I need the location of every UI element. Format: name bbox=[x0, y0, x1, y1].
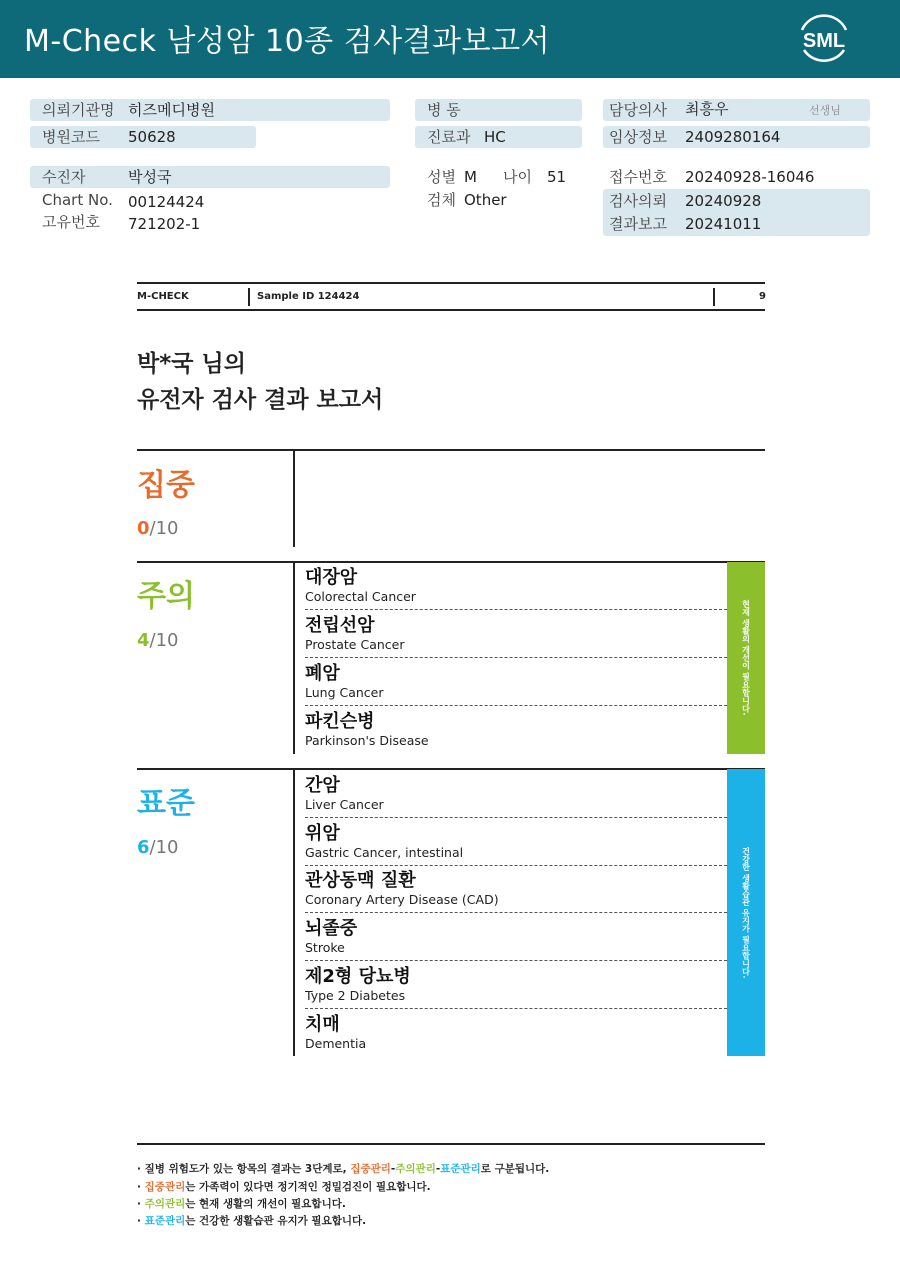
hospital-label: 의뢰기관명 bbox=[42, 101, 115, 119]
specimen-label: 검체 bbox=[427, 191, 456, 209]
page-number: 9 bbox=[759, 291, 766, 302]
item-korean: 파킨슨병 bbox=[305, 711, 375, 732]
note-caution-term: 주의관리 bbox=[144, 1198, 186, 1210]
divider bbox=[137, 282, 765, 284]
note-caution-term: 주의관리 bbox=[395, 1163, 436, 1175]
section-divider bbox=[137, 768, 765, 770]
item-korean: 대장암 bbox=[305, 567, 358, 588]
note-text: 는 건강한 생활습관 유지가 필요합니다. bbox=[185, 1215, 367, 1227]
dashed-divider bbox=[305, 609, 727, 610]
note-1 bbox=[137, 1161, 549, 1176]
item-english: Type 2 Diabetes bbox=[305, 988, 406, 1003]
note-focus-term: 집중관리 bbox=[144, 1181, 186, 1193]
item-korean: 제2형 당뇨병 bbox=[305, 966, 411, 987]
section-divider bbox=[293, 451, 295, 547]
standard-side-text: 건강한 생활습관 유지가 필요합니다. bbox=[741, 846, 751, 979]
item-korean: 위암 bbox=[305, 823, 340, 844]
list-item bbox=[305, 823, 727, 861]
item-english: Liver Cancer bbox=[305, 797, 384, 812]
patient-value: 박성국 bbox=[128, 168, 172, 186]
greeting-line2: 유전자 검사 결과 보고서 bbox=[137, 387, 384, 413]
greeting-line1: 박*국 님의 bbox=[137, 351, 246, 377]
dashed-divider bbox=[305, 960, 727, 961]
divider bbox=[137, 309, 765, 311]
standard-side-band bbox=[727, 769, 765, 1056]
item-korean: 뇌졸중 bbox=[305, 918, 358, 939]
standard-title: 표준 bbox=[137, 786, 195, 821]
list-item bbox=[305, 918, 727, 956]
id-label: 고유번호 bbox=[42, 213, 100, 231]
caution-count-total: /10 bbox=[149, 630, 179, 651]
hospital-value: 히즈메디병원 bbox=[128, 101, 215, 119]
note-separator: - bbox=[390, 1163, 396, 1175]
sex-label: 성별 bbox=[427, 168, 456, 186]
dashed-divider bbox=[305, 817, 727, 818]
section-divider bbox=[293, 770, 295, 1056]
ward-label: 병 동 bbox=[427, 101, 461, 119]
footer-divider bbox=[137, 1143, 765, 1145]
item-korean: 폐암 bbox=[305, 663, 340, 684]
bullet: · bbox=[137, 1181, 141, 1193]
doctor-suffix: 선생님 bbox=[809, 104, 841, 117]
item-english: Coronary Artery Disease (CAD) bbox=[305, 892, 499, 907]
standard-count-total: /10 bbox=[149, 837, 179, 858]
chart-value: 00124424 bbox=[128, 193, 205, 211]
item-korean: 간암 bbox=[305, 775, 340, 796]
item-english: Prostate Cancer bbox=[305, 637, 405, 652]
divider bbox=[713, 288, 715, 306]
note-text: 로 구분됩니다. bbox=[480, 1163, 550, 1175]
bullet: · bbox=[137, 1215, 141, 1227]
report-date-label: 결과보고 bbox=[609, 215, 667, 233]
doctor-value: 최흥우 bbox=[685, 100, 729, 118]
hospital-code-value: 50628 bbox=[128, 128, 176, 146]
request-label: 검사의뢰 bbox=[609, 192, 667, 210]
patient-info bbox=[0, 0, 900, 250]
bullet: · bbox=[137, 1163, 141, 1175]
item-korean: 치매 bbox=[305, 1014, 340, 1035]
caution-side-text: 현재 생활의 개선이 필요합니다. bbox=[741, 600, 751, 716]
focus-count-number: 0 bbox=[137, 518, 150, 539]
receipt-value: 20240928-16046 bbox=[685, 168, 815, 186]
caution-side-band bbox=[727, 562, 765, 754]
dept-value: HC bbox=[484, 128, 506, 146]
sample-id: Sample ID 124424 bbox=[257, 291, 360, 302]
item-english: Lung Cancer bbox=[305, 685, 384, 700]
note-4 bbox=[137, 1213, 366, 1228]
specimen-value: Other bbox=[464, 191, 507, 209]
focus-title: 집중 bbox=[137, 468, 195, 503]
bullet: · bbox=[137, 1198, 141, 1210]
dashed-divider bbox=[305, 705, 727, 706]
patient-label: 수진자 bbox=[42, 168, 86, 186]
list-item bbox=[305, 663, 727, 701]
item-english: Parkinson's Disease bbox=[305, 733, 429, 748]
item-korean: 관상동맥 질환 bbox=[305, 870, 416, 891]
item-korean: 전립선암 bbox=[305, 615, 375, 636]
item-english: Stroke bbox=[305, 940, 345, 955]
dashed-divider bbox=[305, 912, 727, 913]
note-2 bbox=[137, 1179, 431, 1194]
focus-count-total: /10 bbox=[149, 518, 179, 539]
item-english: Dementia bbox=[305, 1036, 367, 1051]
dept-label: 진료과 bbox=[427, 128, 471, 146]
brand-text: M-CHECK bbox=[137, 291, 189, 302]
note-text: 는 현재 생활의 개선이 필요합니다. bbox=[185, 1198, 346, 1210]
divider bbox=[248, 288, 250, 306]
caution-count-number: 4 bbox=[137, 630, 150, 651]
logo-text: SML bbox=[802, 30, 846, 52]
dashed-divider bbox=[305, 865, 727, 866]
section-divider bbox=[137, 449, 765, 451]
list-item bbox=[305, 615, 727, 653]
focus-count bbox=[137, 518, 179, 539]
standard-count bbox=[137, 837, 179, 858]
chart-label: Chart No. bbox=[42, 191, 113, 209]
receipt-label: 접수번호 bbox=[609, 168, 667, 186]
caution-title: 주의 bbox=[137, 579, 195, 614]
note-focus-term: 집중관리 bbox=[350, 1163, 391, 1175]
section-divider bbox=[293, 563, 295, 754]
note-standard-term: 표준관리 bbox=[144, 1215, 186, 1227]
section-divider bbox=[137, 561, 765, 563]
request-value: 20240928 bbox=[685, 192, 762, 210]
hospital-code-label: 병원코드 bbox=[42, 128, 100, 146]
standard-count-number: 6 bbox=[137, 837, 150, 858]
item-english: Gastric Cancer, intestinal bbox=[305, 845, 464, 860]
list-item bbox=[305, 775, 727, 813]
clinical-label: 임상정보 bbox=[609, 128, 667, 146]
dashed-divider bbox=[305, 657, 727, 658]
report-date-value: 20241011 bbox=[685, 215, 762, 233]
caution-count bbox=[137, 630, 179, 651]
list-item bbox=[305, 870, 727, 908]
note-standard-term: 표준관리 bbox=[440, 1163, 481, 1175]
list-item bbox=[305, 567, 727, 605]
age-label: 나이 bbox=[503, 168, 532, 186]
doctor-label: 담당의사 bbox=[609, 101, 667, 119]
dashed-divider bbox=[305, 1008, 727, 1009]
note-separator: - bbox=[435, 1163, 441, 1175]
age-value: 51 bbox=[547, 168, 567, 186]
id-value: 721202-1 bbox=[128, 215, 201, 233]
list-item bbox=[305, 711, 727, 749]
list-item bbox=[305, 1014, 727, 1052]
note-text: 질병 위험도가 있는 항목의 결과는 3단계로, bbox=[144, 1163, 351, 1175]
clinical-value: 2409280164 bbox=[685, 128, 781, 146]
note-text: 는 가족력이 있다면 정기적인 정밀검진이 필요합니다. bbox=[185, 1181, 431, 1193]
sex-value: M bbox=[464, 168, 477, 186]
report-title: M-Check 남성암 10종 검사결과보고서 bbox=[24, 24, 551, 59]
note-3 bbox=[137, 1196, 346, 1211]
list-item bbox=[305, 966, 727, 1004]
item-english: Colorectal Cancer bbox=[305, 589, 416, 604]
